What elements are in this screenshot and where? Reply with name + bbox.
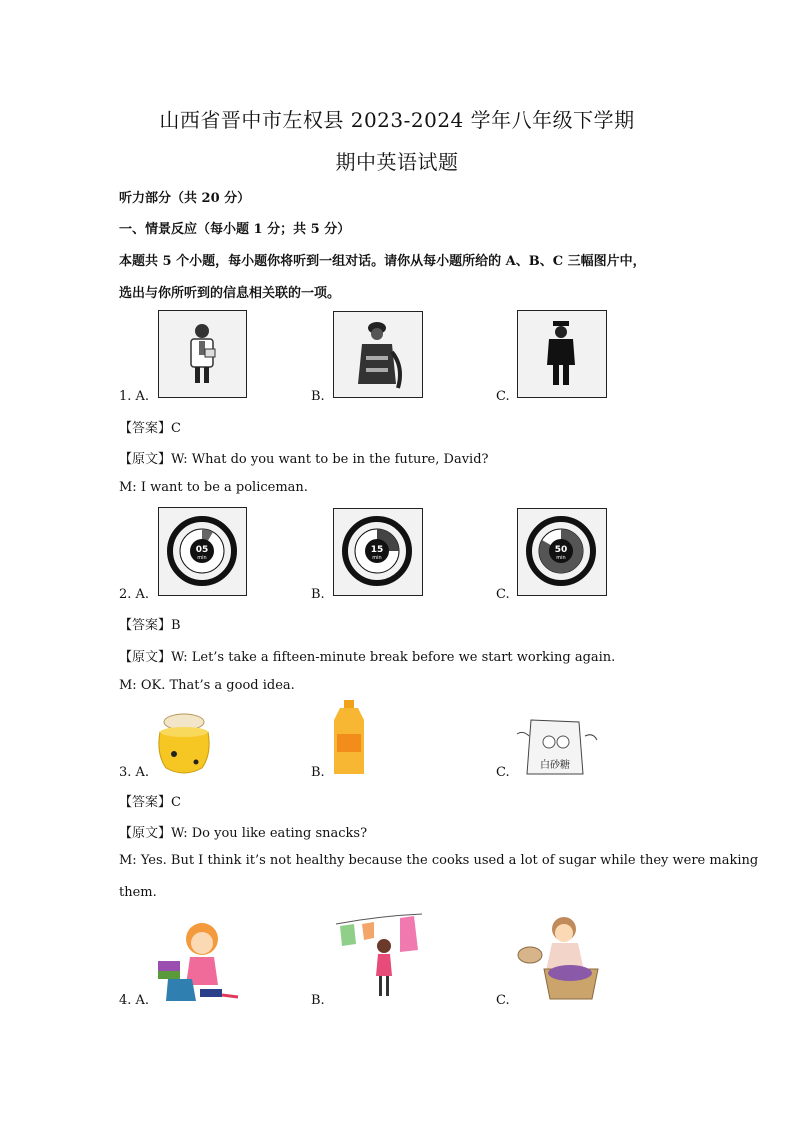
doctor-figure: [158, 310, 247, 398]
q4-option-a-label: 4. A.: [119, 993, 150, 1008]
q2-transcript-2: M: OK. That’s a good idea.: [119, 678, 295, 693]
timer-b-value: 15: [370, 545, 384, 555]
q3-transcript-3: them.: [119, 885, 157, 900]
instructions-line-2: 选出与你所听到的信息相关联的一项。: [119, 286, 341, 301]
q1-option-b-label: B.: [311, 389, 325, 404]
girl-folding-clothes: [152, 913, 240, 1003]
timer-c-value: 50: [554, 545, 568, 555]
q1-transcript-1: 【原文】W: What do you want to be in the future, David?: [119, 452, 489, 467]
timer-50-min: [517, 508, 607, 596]
sugar-bag: [513, 716, 599, 776]
firefighter-figure: [333, 311, 423, 398]
instructions-line-1: 本题共 5 个小题，每小题你将听到一组对话。请你从每小题所给的 A、B、C 三幅图片中，: [119, 254, 646, 269]
timer-a-value: 05: [195, 545, 209, 555]
q1-option-a-label: 1. A.: [119, 389, 150, 404]
policeman-figure: [517, 310, 607, 398]
q3-answer: 【答案】C: [119, 795, 181, 810]
q4-option-c-label: C.: [496, 993, 510, 1008]
q3-option-a-label: 3. A.: [119, 765, 150, 780]
timer-a-unit: min: [197, 555, 207, 561]
timer-b-unit: min: [372, 555, 382, 561]
timer-c-unit: min: [556, 555, 566, 561]
sugar-label: 白砂糖: [540, 760, 570, 771]
q2-option-b-label: B.: [311, 587, 325, 602]
q1-answer: 【答案】C: [119, 421, 181, 436]
q2-option-c-label: C.: [496, 587, 510, 602]
honey-jar: [152, 710, 216, 776]
q2-option-a-label: 2. A.: [119, 587, 150, 602]
woman-washing-clothes: [514, 911, 606, 1003]
part-heading: 一、情景反应（每小题 1 分；共 5 分）: [119, 222, 351, 237]
q3-option-b-label: B.: [311, 765, 325, 780]
timer-5-min: [158, 507, 247, 596]
q3-transcript-2: M: Yes. But I think it’s not healthy because the cooks used a lot of sugar while they were making: [119, 853, 759, 868]
q1-transcript-2: M: I want to be a policeman.: [119, 480, 308, 495]
q3-option-c-label: C.: [496, 765, 510, 780]
section-heading: 听力部分（共 20 分）: [119, 191, 251, 206]
q1-option-c-label: C.: [496, 389, 510, 404]
girl-hanging-clothes: [334, 910, 424, 1002]
oil-bottle: [332, 700, 366, 776]
page-title: 山西省晋中市左权县 2023-2024 学年八年级下学期: [159, 108, 635, 132]
page-subtitle: 期中英语试题: [335, 150, 459, 174]
q4-option-b-label: B.: [311, 993, 325, 1008]
q2-transcript-1: 【原文】W: Let’s take a fifteen-minute break before we start working again.: [119, 650, 616, 665]
q2-answer: 【答案】B: [119, 618, 181, 633]
q3-transcript-1: 【原文】W: Do you like eating snacks?: [119, 826, 368, 841]
timer-15-min: [333, 508, 423, 596]
